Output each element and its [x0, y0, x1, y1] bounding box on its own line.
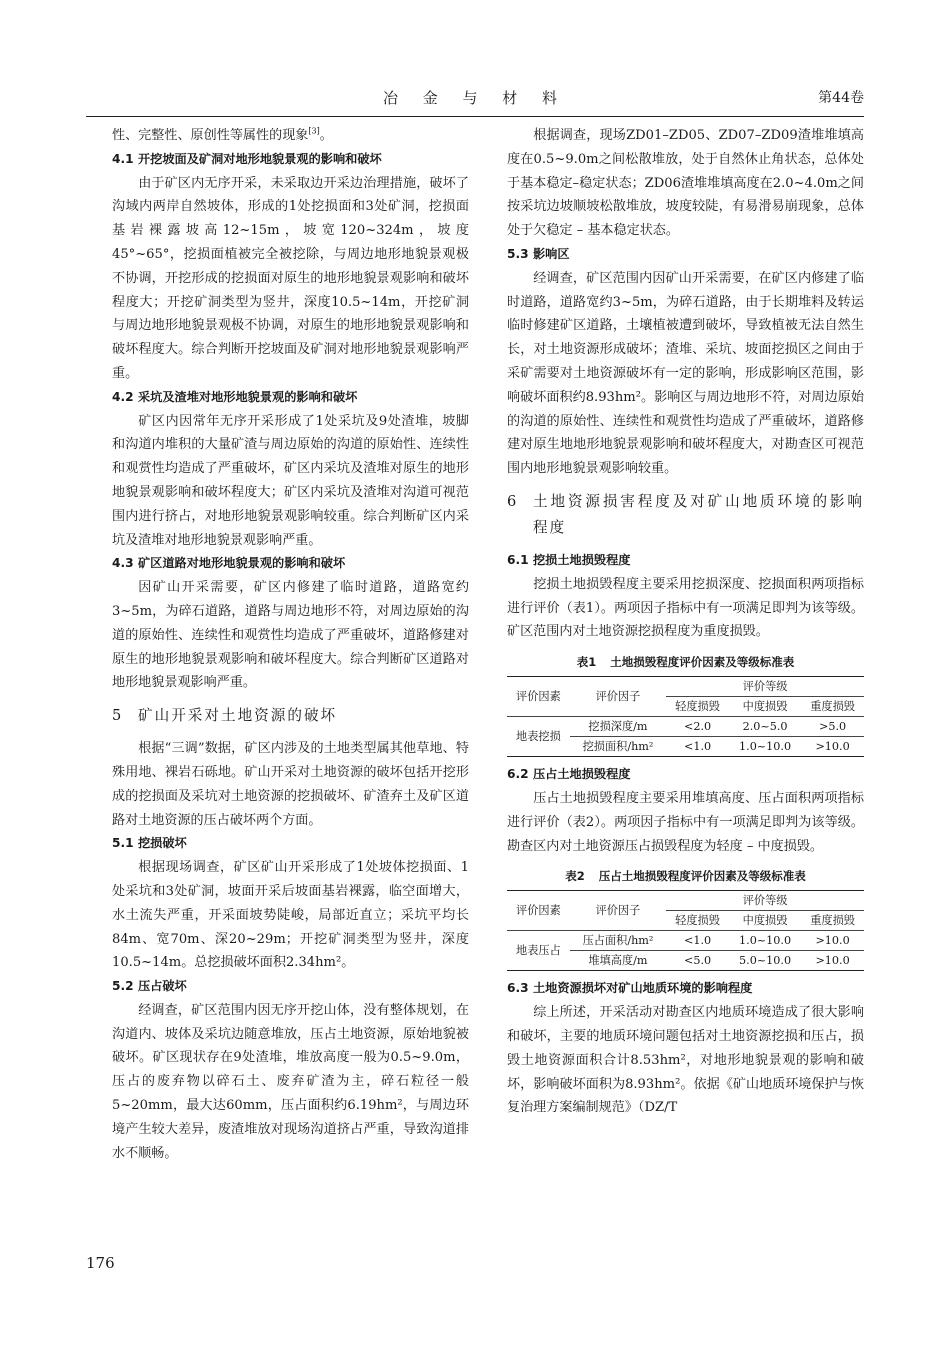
right-column	[507, 124, 864, 1120]
table1-grade-medium: 中度损毁	[729, 697, 801, 717]
paragraph-4-1: 由于矿区内无序开采，未采取边开采边治理措施，破坏了沟域内两岸自然坡体，形成的1处挖损面和3处矿洞，挖损面基岩裸露坡高12~15m，坡宽120~324m，坡度45°~65°，挖损面植被完全被挖除，与周边地形地貌景观极不协调，开挖形成的挖损面对原生的地形地貌景观影响和破坏程度大；开挖矿洞类型为竖井，深度10.5~14m，开挖矿洞与周边地形地貌景观极不协调，对原生的地形地貌景观影响和破坏程度大。综合判断开挖坡面及矿洞对地形地貌景观影响严重。	[112, 175, 469, 381]
section-heading-5: 5 矿山开采对土地资源的破坏	[112, 707, 338, 725]
paragraph-6-2: 压占土地损毁程度主要采用堆填高度、压占面积两项指标进行评价（表2）。两项因子指标中有一项满足即判为该等级。勘查区内对土地资源压占损毁程度为轻度 – 中度损毁。	[507, 790, 864, 854]
table-cell: <5.0	[666, 951, 729, 971]
paragraph-6-1: 挖损土地损毁程度主要采用挖损深度、挖损面积两项指标进行评价（表1）。两项因子指标中有一项满足即判为该等级。矿区范围内对土地资源挖损程度为重度损毁。	[507, 576, 864, 640]
table-cell: <2.0	[666, 717, 729, 737]
table2-header-item: 评价因子	[570, 891, 666, 931]
paragraph-continued: 性、完整性、原创性等属性的现象[3]。	[112, 126, 333, 143]
table-row	[507, 717, 864, 737]
table2-row1-item: 压占面积/hm²	[570, 931, 666, 951]
table-cell: 1.0~10.0	[729, 737, 801, 757]
section-heading-4-1: 4.1 开挖坡面及矿洞对地形地貌景观的影响和破坏	[112, 151, 382, 166]
table1-header-item: 评价因子	[570, 677, 666, 717]
paragraph-5-2-continued: 根据调查，现场ZD01–ZD05、ZD07–ZD09渣堆堆填高度在0.5~9.0m之间松散堆放，处于自然休止角状态，总体处于基本稳定–稳定状态；ZD06渣堆堆填高度在2.0~4.0m之间按采坑边坡顺坡松散堆放，坡度较陡，有易滑易崩现象，总体处于欠稳定 – 基本稳定状态。	[507, 128, 864, 239]
paragraph-5-1: 根据现场调查，矿区矿山开采形成了1处坡体挖损面、1处采坑和3处矿洞，坡面开采后坡面基岩裸露，临空面增大，水土流失严重，开采面坡势陡峻，局部近直立；采坑平均长84m、宽70m、深20~29m；开挖矿洞类型为竖井，深度10.5~14m。总挖损破坏面积2.34hm²。	[112, 860, 469, 971]
journal-title: 冶 金 与 材 料	[382, 89, 568, 107]
table2-row2-item: 堆填高度/m	[570, 951, 666, 971]
table2-header-grade: 评价等级	[666, 891, 864, 911]
table1-row2-item: 挖损面积/hm²	[570, 737, 666, 757]
table-row	[507, 931, 864, 951]
paragraph-4-2: 矿区内因常年无序开采形成了1处采坑及9处渣堆，坡脚和沟道内堆积的大量矿渣与周边原始的沟道的原始性、连续性和观赏性均造成了严重破坏，矿区内采坑及渣堆对原生的地形地貌景观影响和破坏程度大；矿区内采坑及渣堆对沟道可视范围内进行挤占，对地形地貌景观影响较重。综合判断矿区内采坑及渣堆对地形地貌景观影响严重。	[112, 413, 469, 548]
page-number: 176	[86, 1254, 115, 1272]
table-cell: >10.0	[801, 951, 864, 971]
table-cell: >10.0	[801, 931, 864, 951]
table-cell: 5.0~10.0	[729, 951, 801, 971]
section-heading-5-1: 5.1 挖损破坏	[112, 836, 187, 851]
left-column	[112, 124, 469, 1165]
table2-grade-severe: 重度损毁	[801, 911, 864, 931]
paragraph-6-3: 综上所述，开采活动对勘查区内地质环境造成了很大影响和破坏，主要的地质环境问题包括对土地资源挖损和压占，损毁土地资源面积合计8.53hm²，对地形地貌景观的影响和破坏，影响破坏面积为8.93hm²。依据《矿山地质环境保护与恢复治理方案编制规范》（DZ/T	[507, 1005, 864, 1116]
table1	[507, 676, 864, 757]
table1-group: 地表挖损	[507, 717, 570, 757]
paragraph-4-3: 因矿山开采需要，矿区内修建了临时道路，道路宽约3~5m，为碎石道路，道路与周边地形不符，对周边原始的沟道的原始性、连续性和观赏性均造成了严重破坏，道路修建对原生的地形地貌景观影响和破坏程度大。综合判断矿区道路对地形地貌景观影响严重。	[112, 580, 469, 691]
table2-header-factor: 评价因素	[507, 891, 570, 931]
table-cell: 2.0~5.0	[729, 717, 801, 737]
table1-grade-severe: 重度损毁	[801, 697, 864, 717]
paragraph-5: 根据“三调”数据，矿区内涉及的土地类型属其他草地、特殊用地、裸岩石砾地。矿山开采对土地资源的破坏包括开挖形成的挖损面及采坑对土地资源的挖损破坏、矿渣弃土及矿区道路对土地资源的压占破坏两个方面。	[112, 741, 469, 828]
table2	[507, 890, 864, 971]
table2-grade-light: 轻度损毁	[666, 911, 729, 931]
table1-header-grade: 评价等级	[666, 677, 864, 697]
section-heading-4-2: 4.2 采坑及渣堆对地形地貌景观的影响和破坏	[112, 389, 358, 404]
table-cell: <1.0	[666, 931, 729, 951]
header-rule	[86, 116, 864, 117]
table-cell: >5.0	[801, 717, 864, 737]
table1-header-factor: 评价因素	[507, 677, 570, 717]
table-cell: 1.0~10.0	[729, 931, 801, 951]
section-heading-6: 6 土地资源损害程度及对矿山地质环境的影响程度	[507, 492, 864, 536]
volume-number: 第44卷	[818, 90, 864, 106]
citation-ref[interactable]: [3]	[308, 126, 320, 136]
section-heading-4-3: 4.3 矿区道路对地形地貌景观的影响和破坏	[112, 556, 346, 571]
paragraph-5-3: 经调查，矿区范围内因矿山开采需要，在矿区内修建了临时道路，道路宽约3~5m，为碎石道路，由于长期堆料及转运临时修建矿区道路，土壤植被遭到破坏，导致植被无法自然生长，对土地资源形成破坏；渣堆、采坑、坡面挖损区之间由于采矿需要对土地资源破坏有一定的影响，形成影响区范围，影响破坏面积约8.93hm²。影响区与周边地形不符，对周边原始的沟道的原始性、连续性和观赏性均造成了严重破坏，道路修建对原生地地形地貌景观影响和破坏程度大，对勘查区可视范围内地形地貌景观影响较重。	[507, 270, 864, 477]
table1-caption: 表1 土地损毁程度评价因素及等级标准表	[576, 655, 795, 670]
paragraph-5-2: 经调查，矿区范围内因无序开挖山体，没有整体规划，在沟道内、坡体及采坑边随意堆放，压占土地资源，原始地貌被破坏。矿区现状存在9处渣堆，堆放高度一般为0.5~9.0m，压占的废弃物以碎石土、废弃矿渣为主，碎石粒径一般5~20mm，最大达60mm，压占面积约6.19hm²，与周边环境产生较大差异，废渣堆放对现场沟道挤占严重，导致沟道排水不顺畅。	[112, 1002, 469, 1161]
section-heading-5-3: 5.3 影响区	[507, 246, 570, 261]
table2-caption: 表2 压占土地损毁程度评价因素及等级标准表	[565, 869, 806, 884]
table1-row1-item: 挖损深度/m	[570, 717, 666, 737]
section-heading-6-2: 6.2 压占土地损毁程度	[507, 767, 631, 782]
table2-group: 地表压占	[507, 931, 570, 971]
table-cell: >10.0	[801, 737, 864, 757]
section-heading-5-2: 5.2 压占破坏	[112, 979, 187, 994]
table-cell: <1.0	[666, 737, 729, 757]
table2-grade-medium: 中度损毁	[729, 911, 801, 931]
section-heading-6-3: 6.3 土地资源损坏对矿山地质环境的影响程度	[507, 981, 753, 996]
table1-grade-light: 轻度损毁	[666, 697, 729, 717]
section-heading-6-1: 6.1 挖损土地损毁程度	[507, 552, 631, 567]
running-header	[86, 87, 864, 111]
